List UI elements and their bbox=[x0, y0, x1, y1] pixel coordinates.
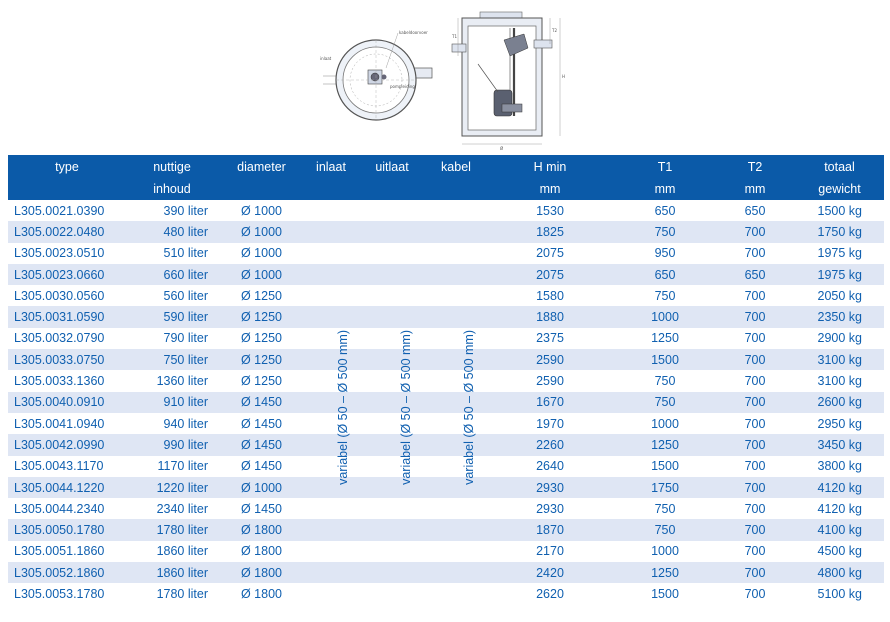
technical-drawings bbox=[0, 0, 890, 152]
cell-kabel bbox=[427, 243, 485, 264]
cell-gewicht: 1500 kg bbox=[795, 200, 884, 221]
cell-diameter: Ø 1450 bbox=[218, 456, 305, 477]
header-inhoud: inhoud bbox=[126, 178, 218, 200]
table-row bbox=[8, 285, 884, 306]
cell-t2: 700 bbox=[715, 583, 795, 604]
cell-inhoud: 660 liter bbox=[126, 264, 218, 285]
cell-inhoud: 480 liter bbox=[126, 221, 218, 242]
cell-gewicht: 3100 kg bbox=[795, 370, 884, 391]
header-type-sub bbox=[8, 178, 126, 200]
cell-h-min: 1880 bbox=[485, 306, 615, 327]
cell-diameter: Ø 1450 bbox=[218, 498, 305, 519]
cell-type: L305.0043.1170 bbox=[8, 456, 126, 477]
cell-t2: 700 bbox=[715, 370, 795, 391]
cell-gewicht: 2350 kg bbox=[795, 306, 884, 327]
table-row bbox=[8, 434, 884, 455]
cell-type: L305.0040.0910 bbox=[8, 392, 126, 413]
cell-diameter: Ø 1450 bbox=[218, 413, 305, 434]
header-t2: T2 bbox=[715, 156, 795, 179]
cell-inhoud: 1860 liter bbox=[126, 541, 218, 562]
cell-t2: 700 bbox=[715, 285, 795, 306]
cell-type: L305.0033.1360 bbox=[8, 370, 126, 391]
cell-gewicht: 4100 kg bbox=[795, 519, 884, 540]
cell-h-min: 2420 bbox=[485, 562, 615, 583]
cell-kabel bbox=[427, 519, 485, 540]
cell-diameter: Ø 1450 bbox=[218, 392, 305, 413]
cell-t1: 650 bbox=[615, 200, 715, 221]
drawing-label-t2: T2 bbox=[552, 28, 557, 33]
cell-t2: 700 bbox=[715, 328, 795, 349]
cell-t2: 700 bbox=[715, 477, 795, 498]
cell-inlaat bbox=[305, 541, 357, 562]
cell-inhoud: 510 liter bbox=[126, 243, 218, 264]
drawing-label-inlet: inlaat bbox=[320, 56, 332, 61]
cell-uitlaat bbox=[357, 370, 427, 391]
cell-h-min: 1580 bbox=[485, 285, 615, 306]
cell-uitlaat bbox=[357, 285, 427, 306]
cell-h-min: 2260 bbox=[485, 434, 615, 455]
cell-h-min: 2640 bbox=[485, 456, 615, 477]
pump-pit-spec-table bbox=[8, 155, 884, 605]
cell-t1: 1750 bbox=[615, 477, 715, 498]
cell-uitlaat bbox=[357, 456, 427, 477]
cell-uitlaat bbox=[357, 498, 427, 519]
cell-t1: 750 bbox=[615, 370, 715, 391]
table-row bbox=[8, 519, 884, 540]
cell-diameter: Ø 1250 bbox=[218, 328, 305, 349]
cell-inlaat bbox=[305, 562, 357, 583]
cell-inhoud: 390 liter bbox=[126, 200, 218, 221]
cell-uitlaat bbox=[357, 306, 427, 327]
cell-uitlaat bbox=[357, 583, 427, 604]
cell-inhoud: 940 liter bbox=[126, 413, 218, 434]
cell-type: L305.0032.0790 bbox=[8, 328, 126, 349]
table-row bbox=[8, 562, 884, 583]
cell-uitlaat bbox=[357, 477, 427, 498]
uitlaat-variable-note: variabel (Ø 50 – Ø 500 mm) bbox=[399, 329, 413, 485]
cell-type: L305.0023.0660 bbox=[8, 264, 126, 285]
cell-h-min: 2590 bbox=[485, 349, 615, 370]
table-row bbox=[8, 200, 884, 221]
header-uitlaat-sub bbox=[357, 178, 427, 200]
cell-gewicht: 1750 kg bbox=[795, 221, 884, 242]
cell-t1: 750 bbox=[615, 392, 715, 413]
table-row bbox=[8, 243, 884, 264]
cell-t1: 1000 bbox=[615, 413, 715, 434]
header-type: type bbox=[8, 156, 126, 179]
cell-type: L305.0044.2340 bbox=[8, 498, 126, 519]
cell-diameter: Ø 1000 bbox=[218, 477, 305, 498]
header-inlaat-sub bbox=[305, 178, 357, 200]
table-row bbox=[8, 498, 884, 519]
drawing-label-h: H bbox=[562, 74, 566, 79]
cell-inhoud: 750 liter bbox=[126, 349, 218, 370]
table-body bbox=[8, 200, 884, 605]
table-row bbox=[8, 477, 884, 498]
cell-t2: 650 bbox=[715, 200, 795, 221]
table-row bbox=[8, 456, 884, 477]
cell-inlaat bbox=[305, 200, 357, 221]
cell-h-min: 2620 bbox=[485, 583, 615, 604]
table-row bbox=[8, 306, 884, 327]
cell-gewicht: 4120 kg bbox=[795, 477, 884, 498]
cell-t2: 700 bbox=[715, 541, 795, 562]
cell-inhoud: 790 liter bbox=[126, 328, 218, 349]
header-diameter: diameter bbox=[218, 156, 305, 179]
cell-gewicht: 3100 kg bbox=[795, 349, 884, 370]
cell-h-min: 1825 bbox=[485, 221, 615, 242]
cell-gewicht: 5100 kg bbox=[795, 583, 884, 604]
cell-h-min: 1970 bbox=[485, 413, 615, 434]
cell-inlaat bbox=[305, 221, 357, 242]
cell-gewicht: 1975 kg bbox=[795, 264, 884, 285]
cell-type: L305.0023.0510 bbox=[8, 243, 126, 264]
cell-uitlaat bbox=[357, 413, 427, 434]
table-row bbox=[8, 328, 884, 349]
cell-t1: 1500 bbox=[615, 583, 715, 604]
cell-kabel bbox=[427, 583, 485, 604]
cell-diameter: Ø 1800 bbox=[218, 541, 305, 562]
drawing-label-d: Ø bbox=[500, 146, 504, 151]
header-t1-unit: mm bbox=[615, 178, 715, 200]
cell-diameter: Ø 1250 bbox=[218, 306, 305, 327]
cell-gewicht: 2600 kg bbox=[795, 392, 884, 413]
cell-diameter: Ø 1250 bbox=[218, 349, 305, 370]
cell-diameter: Ø 1800 bbox=[218, 583, 305, 604]
pit-section-view-drawing bbox=[448, 4, 578, 152]
cell-t1: 1250 bbox=[615, 434, 715, 455]
header-row-2 bbox=[8, 178, 884, 200]
cell-t2: 700 bbox=[715, 306, 795, 327]
header-t2-unit: mm bbox=[715, 178, 795, 200]
cell-h-min: 1870 bbox=[485, 519, 615, 540]
cell-h-min: 2170 bbox=[485, 541, 615, 562]
cell-inhoud: 1170 liter bbox=[126, 456, 218, 477]
cell-h-min: 2075 bbox=[485, 264, 615, 285]
cell-inhoud: 590 liter bbox=[126, 306, 218, 327]
drawing-label-t1: T1 bbox=[452, 34, 457, 39]
header-gewicht: gewicht bbox=[795, 178, 884, 200]
cell-type: L305.0030.0560 bbox=[8, 285, 126, 306]
cell-t1: 650 bbox=[615, 264, 715, 285]
cell-uitlaat bbox=[357, 328, 427, 349]
cell-gewicht: 3450 kg bbox=[795, 434, 884, 455]
cell-uitlaat bbox=[357, 200, 427, 221]
cell-uitlaat bbox=[357, 243, 427, 264]
cell-diameter: Ø 1000 bbox=[218, 243, 305, 264]
cell-t1: 750 bbox=[615, 221, 715, 242]
cell-uitlaat bbox=[357, 264, 427, 285]
cell-inhoud: 1220 liter bbox=[126, 477, 218, 498]
cell-inhoud: 1360 liter bbox=[126, 370, 218, 391]
table-row bbox=[8, 541, 884, 562]
cell-t2: 700 bbox=[715, 519, 795, 540]
cell-t2: 700 bbox=[715, 562, 795, 583]
cell-inhoud: 1780 liter bbox=[126, 583, 218, 604]
cell-inhoud: 910 liter bbox=[126, 392, 218, 413]
cell-t2: 650 bbox=[715, 264, 795, 285]
table-row bbox=[8, 583, 884, 604]
cell-t1: 1000 bbox=[615, 306, 715, 327]
cell-kabel bbox=[427, 562, 485, 583]
cell-t2: 700 bbox=[715, 434, 795, 455]
header-diameter-sub bbox=[218, 178, 305, 200]
cell-t2: 700 bbox=[715, 243, 795, 264]
header-uitlaat: uitlaat bbox=[357, 156, 427, 179]
table-row bbox=[8, 413, 884, 434]
cell-t2: 700 bbox=[715, 498, 795, 519]
cell-diameter: Ø 1250 bbox=[218, 370, 305, 391]
table-row bbox=[8, 349, 884, 370]
cell-inlaat bbox=[305, 498, 357, 519]
cell-kabel bbox=[427, 285, 485, 306]
cell-h-min: 1530 bbox=[485, 200, 615, 221]
cell-inhoud: 1780 liter bbox=[126, 519, 218, 540]
cell-t2: 700 bbox=[715, 456, 795, 477]
cell-gewicht: 4800 kg bbox=[795, 562, 884, 583]
cell-kabel bbox=[427, 221, 485, 242]
cell-t1: 750 bbox=[615, 285, 715, 306]
header-t1: T1 bbox=[615, 156, 715, 179]
cell-t2: 700 bbox=[715, 221, 795, 242]
pit-top-view-drawing bbox=[318, 28, 438, 138]
cell-uitlaat bbox=[357, 541, 427, 562]
drawing-label-outlet: pompleiding bbox=[390, 84, 415, 89]
header-nuttige: nuttige bbox=[126, 156, 218, 179]
cell-type: L305.0031.0590 bbox=[8, 306, 126, 327]
cell-kabel bbox=[427, 264, 485, 285]
table-row bbox=[8, 221, 884, 242]
cell-kabel bbox=[427, 498, 485, 519]
header-totaal: totaal bbox=[795, 156, 884, 179]
table-row bbox=[8, 370, 884, 391]
cell-inhoud: 2340 liter bbox=[126, 498, 218, 519]
cell-h-min: 2930 bbox=[485, 477, 615, 498]
inlaat-variable-note: variabel (Ø 50 – Ø 500 mm) bbox=[336, 329, 350, 485]
header-h-min: H min bbox=[485, 156, 615, 179]
cell-type: L305.0042.0990 bbox=[8, 434, 126, 455]
cell-t2: 700 bbox=[715, 392, 795, 413]
cell-gewicht: 1975 kg bbox=[795, 243, 884, 264]
cell-uitlaat bbox=[357, 221, 427, 242]
cell-diameter: Ø 1250 bbox=[218, 285, 305, 306]
cell-t1: 1000 bbox=[615, 541, 715, 562]
cell-t1: 1500 bbox=[615, 349, 715, 370]
cell-diameter: Ø 1000 bbox=[218, 221, 305, 242]
cell-h-min: 1670 bbox=[485, 392, 615, 413]
cell-uitlaat bbox=[357, 519, 427, 540]
cell-type: L305.0050.1780 bbox=[8, 519, 126, 540]
cell-inlaat bbox=[305, 519, 357, 540]
cell-uitlaat bbox=[357, 562, 427, 583]
cell-t1: 950 bbox=[615, 243, 715, 264]
cell-uitlaat bbox=[357, 349, 427, 370]
cell-t1: 1250 bbox=[615, 562, 715, 583]
cell-type: L305.0041.0940 bbox=[8, 413, 126, 434]
drawing-label-kabel: kabeldoorvoer bbox=[399, 30, 428, 35]
table-row bbox=[8, 264, 884, 285]
cell-t1: 750 bbox=[615, 519, 715, 540]
cell-diameter: Ø 1000 bbox=[218, 200, 305, 221]
header-row-1 bbox=[8, 156, 884, 179]
cell-kabel bbox=[427, 541, 485, 562]
cell-gewicht: 2950 kg bbox=[795, 413, 884, 434]
cell-gewicht: 2900 kg bbox=[795, 328, 884, 349]
cell-h-min: 2930 bbox=[485, 498, 615, 519]
header-kabel: kabel bbox=[427, 156, 485, 179]
cell-type: L305.0052.1860 bbox=[8, 562, 126, 583]
cell-t2: 700 bbox=[715, 413, 795, 434]
table-header bbox=[8, 156, 884, 201]
cell-inlaat bbox=[305, 243, 357, 264]
cell-uitlaat bbox=[357, 434, 427, 455]
cell-diameter: Ø 1800 bbox=[218, 519, 305, 540]
header-kabel-sub bbox=[427, 178, 485, 200]
cell-type: L305.0033.0750 bbox=[8, 349, 126, 370]
cell-h-min: 2590 bbox=[485, 370, 615, 391]
cell-inlaat bbox=[305, 285, 357, 306]
header-inlaat: inlaat bbox=[305, 156, 357, 179]
cell-uitlaat bbox=[357, 392, 427, 413]
header-h-min-unit: mm bbox=[485, 178, 615, 200]
cell-diameter: Ø 1000 bbox=[218, 264, 305, 285]
cell-gewicht: 4500 kg bbox=[795, 541, 884, 562]
cell-h-min: 2375 bbox=[485, 328, 615, 349]
cell-kabel bbox=[427, 200, 485, 221]
cell-t1: 1500 bbox=[615, 456, 715, 477]
cell-inhoud: 1860 liter bbox=[126, 562, 218, 583]
cell-type: L305.0053.1780 bbox=[8, 583, 126, 604]
cell-diameter: Ø 1450 bbox=[218, 434, 305, 455]
cell-inlaat bbox=[305, 583, 357, 604]
cell-t2: 700 bbox=[715, 349, 795, 370]
cell-t1: 1250 bbox=[615, 328, 715, 349]
cell-gewicht: 4120 kg bbox=[795, 498, 884, 519]
cell-inhoud: 990 liter bbox=[126, 434, 218, 455]
cell-type: L305.0044.1220 bbox=[8, 477, 126, 498]
cell-inhoud: 560 liter bbox=[126, 285, 218, 306]
table-row bbox=[8, 392, 884, 413]
cell-h-min: 2075 bbox=[485, 243, 615, 264]
cell-gewicht: 2050 kg bbox=[795, 285, 884, 306]
cell-inlaat bbox=[305, 264, 357, 285]
cell-type: L305.0021.0390 bbox=[8, 200, 126, 221]
kabel-variable-note: variabel (Ø 50 – Ø 500 mm) bbox=[462, 329, 476, 485]
cell-type: L305.0022.0480 bbox=[8, 221, 126, 242]
cell-diameter: Ø 1800 bbox=[218, 562, 305, 583]
cell-type: L305.0051.1860 bbox=[8, 541, 126, 562]
cell-gewicht: 3800 kg bbox=[795, 456, 884, 477]
cell-t1: 750 bbox=[615, 498, 715, 519]
